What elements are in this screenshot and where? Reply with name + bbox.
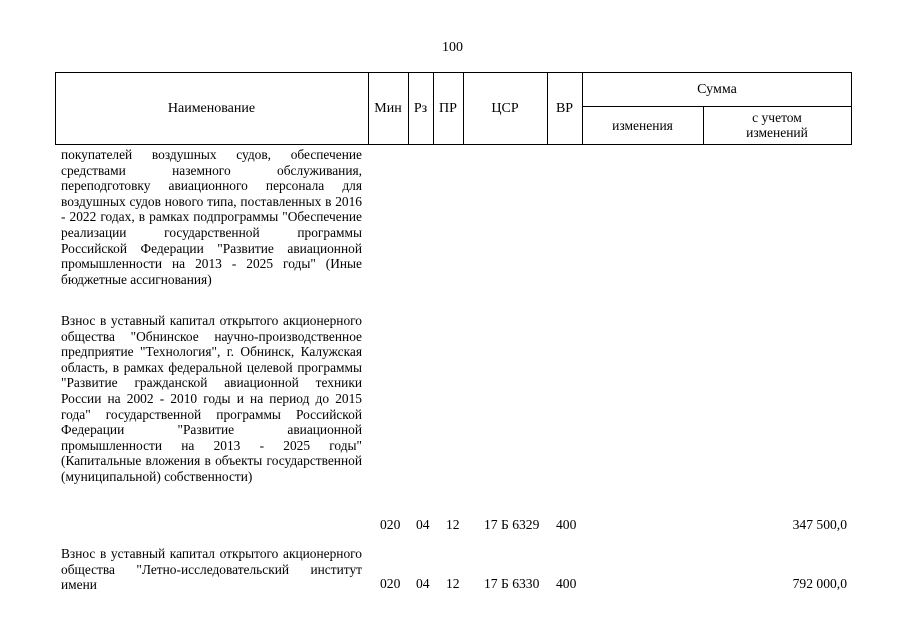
- header-with-changes-line2: изменений: [746, 125, 808, 140]
- row-min: 020: [380, 576, 401, 591]
- header-with-changes: [703, 106, 851, 144]
- header-rz: Рз: [413, 100, 428, 116]
- row-amount: 347 500,0: [792, 517, 847, 532]
- row-pr: 12: [446, 576, 460, 591]
- row-rz: 04: [416, 517, 430, 532]
- row-rz: 04: [416, 576, 430, 591]
- table-header: [55, 72, 852, 145]
- header-with-changes-line1: с учетом: [752, 110, 802, 125]
- row-description: покупателей воздушных судов, обеспечение средствами наземного обслуживания, переподготовку авиационного персонала для воздушных судов нового типа, поставленных в 2016 - 2022 годах, в рамках подпрограммы "Обеспечение реализации государственной программы Российской Федерации "Развитие авиационной промышленности на 2013 - 2025 годы" (Иные бюджетные ассигнования): [61, 147, 362, 287]
- header-summa: Сумма: [697, 81, 737, 97]
- row-description: Взнос в уставный капитал открытого акционерного общества "Обнинское научно-производственное предприятие "Технология", г. Обнинск, Калужская область, в рамках федеральной целевой программы "Развитие гражданской авиационной техники России на 2002 - 2010 годы и на период до 2015 года" государственной программы Российской Федерации "Развитие авиационной промышленности на 2013 - 2025 годы" (Капитальные вложения в объекты государственной (муниципальной) собственности): [61, 313, 362, 484]
- page-number: 100: [442, 40, 463, 55]
- header-bottom-border: [55, 144, 852, 145]
- row-amount: 792 000,0: [792, 576, 847, 591]
- row-pr: 12: [446, 517, 460, 532]
- row-vr: 400: [556, 517, 577, 532]
- row-csr: 17 Б 6329: [484, 517, 540, 532]
- row-vr: 400: [556, 576, 577, 591]
- header-min: Мин: [374, 100, 402, 116]
- header-csr: ЦСР: [491, 100, 519, 116]
- header-pr: ПР: [439, 100, 457, 116]
- header-name: Наименование: [167, 100, 256, 116]
- row-min: 020: [380, 517, 401, 532]
- header-changes: изменения: [612, 117, 673, 133]
- header-vr: ВР: [555, 100, 574, 116]
- row-csr: 17 Б 6330: [484, 576, 540, 591]
- row-description: Взнос в уставный капитал открытого акционерного общества "Летно-исследовательский институт имени: [61, 546, 362, 593]
